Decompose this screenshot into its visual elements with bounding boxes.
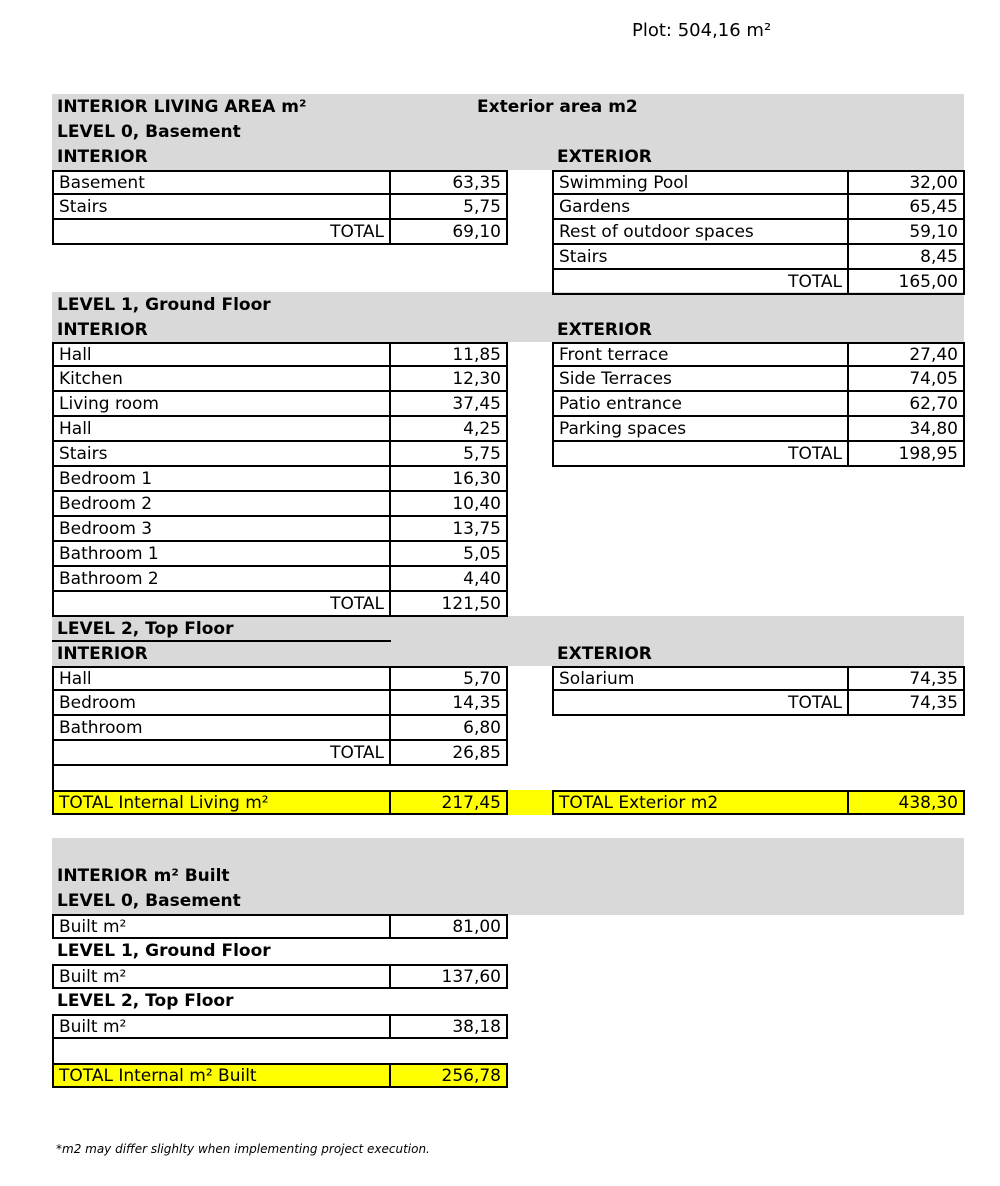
table-row-value: 37,45 bbox=[389, 392, 508, 417]
table-row-label: Side Terraces bbox=[552, 367, 849, 392]
table-row-value: 74,05 bbox=[847, 367, 965, 392]
table-row-label: Hall bbox=[52, 417, 391, 442]
table-row-label: Bathroom 1 bbox=[52, 542, 391, 567]
table-row-value: 5,75 bbox=[389, 442, 508, 467]
exterior-area-title: Exterior area m2 bbox=[477, 97, 638, 117]
level0-interior-heading: INTERIOR bbox=[57, 147, 148, 167]
table-row-value: 4,40 bbox=[389, 567, 508, 592]
footnote: *m2 may differ slighlty when implementing project execution. bbox=[56, 1142, 430, 1156]
level2-interior-heading: INTERIOR bbox=[57, 644, 148, 664]
total-built-value: 256,78 bbox=[389, 1063, 508, 1088]
level0-interior-total: 69,10 bbox=[389, 220, 508, 245]
table-row-label: Parking spaces bbox=[552, 417, 849, 442]
table-row-value: 59,10 bbox=[847, 220, 965, 245]
built-level1-value: 137,60 bbox=[389, 964, 508, 989]
table-row-label: Bedroom bbox=[52, 691, 391, 716]
level2-title: LEVEL 2, Top Floor bbox=[57, 619, 234, 639]
total-internal-living-label: TOTAL Internal Living m² bbox=[52, 790, 391, 815]
level2-exterior-total: 74,35 bbox=[847, 691, 965, 716]
table-row-label: Built m² bbox=[52, 964, 391, 989]
level1-interior-heading: INTERIOR bbox=[57, 320, 148, 340]
table-row-label: Gardens bbox=[552, 195, 849, 220]
built-level2-value: 38,18 bbox=[389, 1014, 508, 1039]
table-row-label: Built m² bbox=[52, 914, 391, 939]
level1-title: LEVEL 1, Ground Floor bbox=[57, 295, 271, 315]
table-row-value: 5,70 bbox=[389, 666, 508, 691]
level2-interior-total: 26,85 bbox=[389, 741, 508, 766]
table-row-value: 14,35 bbox=[389, 691, 508, 716]
level0-title: LEVEL 0, Basement bbox=[57, 122, 241, 142]
table-row-label: Stairs bbox=[52, 195, 391, 220]
total-label: TOTAL bbox=[52, 220, 391, 245]
built-level2-title: LEVEL 2, Top Floor bbox=[57, 991, 234, 1011]
table-row-label: Stairs bbox=[52, 442, 391, 467]
level0-exterior-total: 165,00 bbox=[847, 270, 965, 295]
table-row-label: Kitchen bbox=[52, 367, 391, 392]
table-row-value: 63,35 bbox=[389, 170, 508, 195]
table-row-label: Built m² bbox=[52, 1014, 391, 1039]
table-row-value: 27,40 bbox=[847, 342, 965, 367]
table-row-value: 62,70 bbox=[847, 392, 965, 417]
table-row-value: 5,75 bbox=[389, 195, 508, 220]
table-row-value: 12,30 bbox=[389, 367, 508, 392]
table-row-label: Rest of outdoor spaces bbox=[552, 220, 849, 245]
table-row-value: 16,30 bbox=[389, 467, 508, 492]
total-label: TOTAL bbox=[552, 270, 849, 295]
table-row-label: Front terrace bbox=[552, 342, 849, 367]
built-spacer-row bbox=[52, 1039, 54, 1063]
total-label: TOTAL bbox=[52, 592, 391, 617]
table-row-label: Bedroom 1 bbox=[52, 467, 391, 492]
table-row-value: 11,85 bbox=[389, 342, 508, 367]
spacer-row bbox=[52, 766, 54, 790]
table-row-label: Bathroom 2 bbox=[52, 567, 391, 592]
total-label: TOTAL bbox=[552, 442, 849, 467]
table-row-value: 6,80 bbox=[389, 716, 508, 741]
level0-exterior-heading: EXTERIOR bbox=[557, 147, 652, 167]
level1-interior-total: 121,50 bbox=[389, 592, 508, 617]
total-internal-living-value: 217,45 bbox=[389, 790, 508, 815]
table-row-label: Swimming Pool bbox=[552, 170, 849, 195]
table-row-label: Living room bbox=[52, 392, 391, 417]
level1-exterior-total: 198,95 bbox=[847, 442, 965, 467]
table-row-label: Hall bbox=[52, 666, 391, 691]
total-label: TOTAL bbox=[52, 741, 391, 766]
table-row-label: Bedroom 2 bbox=[52, 492, 391, 517]
table-row-value: 32,00 bbox=[847, 170, 965, 195]
table-row-value: 5,05 bbox=[389, 542, 508, 567]
level2-exterior-heading: EXTERIOR bbox=[557, 644, 652, 664]
table-row-value: 13,75 bbox=[389, 517, 508, 542]
table-row-label: Basement bbox=[52, 170, 391, 195]
built-title: INTERIOR m² Built bbox=[57, 866, 230, 886]
built-level0-value: 81,00 bbox=[389, 914, 508, 939]
total-exterior-value: 438,30 bbox=[847, 790, 965, 815]
table-row-label: Stairs bbox=[552, 245, 849, 270]
table-row-value: 4,25 bbox=[389, 417, 508, 442]
total-label: TOTAL bbox=[552, 691, 849, 716]
level1-exterior-heading: EXTERIOR bbox=[557, 320, 652, 340]
plot-area-label: Plot: 504,16 m² bbox=[632, 20, 772, 41]
total-built-label: TOTAL Internal m² Built bbox=[52, 1063, 391, 1088]
table-row-label: Patio entrance bbox=[552, 392, 849, 417]
total-exterior-label: TOTAL Exterior m2 bbox=[552, 790, 849, 815]
table-row-label: Bathroom bbox=[52, 716, 391, 741]
table-row-value: 10,40 bbox=[389, 492, 508, 517]
table-row-label: Solarium bbox=[552, 666, 849, 691]
built-level0-title: LEVEL 0, Basement bbox=[57, 891, 241, 911]
table-row-value: 8,45 bbox=[847, 245, 965, 270]
table-row-value: 65,45 bbox=[847, 195, 965, 220]
table-row-value: 74,35 bbox=[847, 666, 965, 691]
table-row-label: Hall bbox=[52, 342, 391, 367]
built-level1-title: LEVEL 1, Ground Floor bbox=[57, 941, 271, 961]
table-row-value: 34,80 bbox=[847, 417, 965, 442]
interior-living-title: INTERIOR LIVING AREA m² bbox=[57, 97, 307, 117]
total-gap-fill bbox=[508, 790, 552, 815]
table-row-label: Bedroom 3 bbox=[52, 517, 391, 542]
